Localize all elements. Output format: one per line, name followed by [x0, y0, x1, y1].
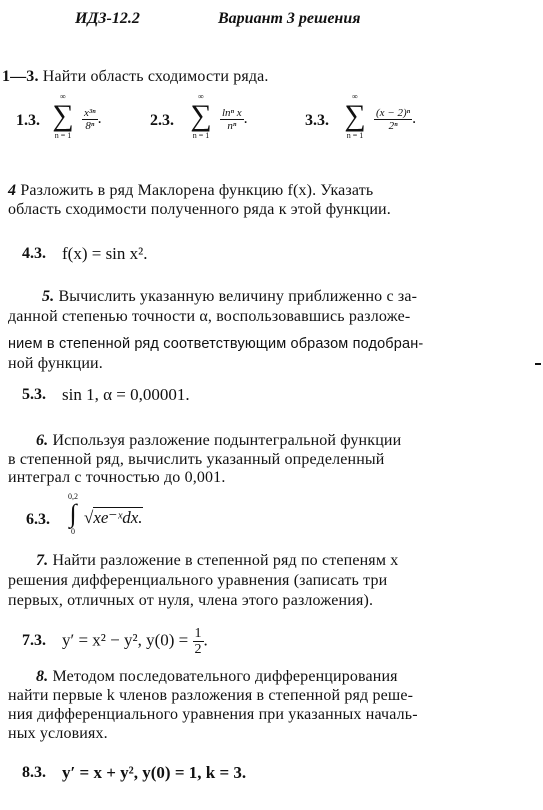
task-text: Найти разложение в степенной ряд по степеням x: [52, 552, 399, 569]
task-5-line-2: данной степенью точности α, воспользовавшись разложе-: [8, 308, 411, 325]
fraction-numerator: 1: [194, 626, 202, 641]
series-3-3: [342, 92, 368, 140]
integrand-expression: xe⁻ˣdx.: [93, 508, 143, 527]
item-label-7-3: 7.3.: [22, 632, 46, 649]
sum-upper-limit: ∞: [352, 92, 358, 101]
task-5-line-1: [42, 288, 417, 306]
fraction-numerator: lnⁿ x: [222, 107, 242, 119]
task-1-3-heading: [2, 68, 269, 86]
sum-upper-limit: ∞: [198, 92, 204, 101]
term-1-3: $\frac{\text{x³ⁿ}}{\text{8ⁿ}}$ .: [84, 107, 102, 132]
sigma-icon: ∑: [190, 99, 212, 132]
term-2-3: $\frac{\text{lnⁿ x}}{\text{nⁿ}}$ .: [222, 107, 248, 132]
task-text: Методом последовательного дифференцирования: [52, 668, 398, 685]
doc-code: ИДЗ-12.2: [75, 10, 140, 27]
task-number: 6.: [36, 432, 49, 449]
item-label-2-3: 2.3.: [150, 112, 174, 129]
series-1-3: [50, 92, 76, 140]
answer-5-3: sin 1, α = 0,00001.: [62, 385, 190, 404]
sigma-icon: ∑: [52, 99, 74, 132]
task-5-line-3: нием в степенной ряд соответствующим образом подобран-: [8, 336, 424, 352]
task-4-line-2: область сходимости полученного ряда к этой функции.: [8, 201, 391, 218]
sigma-icon: ∑: [344, 99, 366, 132]
task-number: 7.: [36, 552, 49, 569]
task-text: Вычислить указанную величину приближенно с за-: [58, 288, 418, 305]
task-7-line-3: первых, отличных от нуля, члена этого разложения).: [8, 592, 374, 609]
task-number: 8.: [36, 668, 49, 685]
sum-lower-limit: n = 1: [192, 131, 210, 140]
task-6-line-2: в степенной ряд, вычислить указанный определенный: [8, 451, 385, 468]
fraction-denominator: nⁿ: [227, 120, 237, 132]
integral-icon: ∫: [69, 499, 77, 528]
sum-lower-limit: n = 1: [54, 131, 72, 140]
fraction-numerator: (x − 2)ⁿ: [376, 107, 411, 119]
answer-8-3: y′ = x + y², y(0) = 1, k = 3.: [62, 763, 247, 782]
answer-4-3: f(x) = sin x².: [62, 244, 148, 263]
answer-7-3: [62, 626, 208, 657]
item-label-5-3: 5.3.: [22, 386, 46, 403]
sqrt-icon: √: [84, 508, 94, 527]
task-number: 1—3.: [2, 68, 39, 85]
fraction-denominator: 2: [194, 642, 202, 657]
variant-title: Вариант 3 решения: [218, 10, 361, 27]
task-5-line-4: ной функции.: [8, 355, 103, 372]
equation-text: y′ = x² − y², y(0) =: [62, 630, 189, 650]
fraction-numerator: x³ⁿ: [84, 107, 96, 119]
task-number: 4: [8, 182, 17, 199]
task-text: Используя разложение подынтегральной функции: [52, 432, 402, 449]
term-3-3: $\frac{\text{(x − 2)ⁿ}}{\text{2ⁿ}}$ .: [376, 107, 417, 132]
integral-upper-limit: 0,2: [68, 492, 78, 501]
task-6-line-1: [36, 432, 401, 450]
task-number: 5.: [42, 288, 55, 305]
task-7-line-1: [36, 552, 398, 570]
item-label-8-3: 8.3.: [22, 764, 46, 781]
sum-lower-limit: n = 1: [346, 131, 364, 140]
series-2-3: [188, 92, 214, 140]
item-label-3-3: 3.3.: [305, 112, 329, 129]
task-text: Найти область сходимости ряда.: [42, 68, 269, 85]
integrand: [84, 508, 143, 528]
item-label-1-3: 1.3.: [16, 112, 40, 129]
task-8-line-2: найти первые k членов разложения в степенной ряд реше-: [8, 687, 414, 704]
integral-lower-limit: 0: [71, 527, 75, 536]
task-text: Разложить в ряд Маклорена функцию f(x). Указать: [20, 182, 374, 199]
item-label-4-3: 4.3.: [22, 245, 46, 262]
fraction-denominator: 2ⁿ: [388, 120, 398, 132]
task-8-line-3: ния дифференциального уравнения при указанных началь-: [8, 706, 418, 723]
task-8-line-1: [36, 668, 398, 686]
fraction-denominator: 8ⁿ: [85, 120, 95, 132]
task-6-line-3: интеграл с точностью до 0,001.: [8, 469, 226, 486]
task-7-line-2: решения дифференциального уравнения (записать три: [8, 572, 388, 589]
sum-upper-limit: ∞: [60, 92, 66, 101]
period: .: [203, 630, 208, 650]
task-8-line-4: ных условиях.: [8, 725, 108, 742]
task-4-line-1: [8, 182, 373, 200]
integral: [64, 492, 82, 536]
item-label-6-3: 6.3.: [26, 511, 50, 528]
margin-mark: [535, 363, 541, 365]
